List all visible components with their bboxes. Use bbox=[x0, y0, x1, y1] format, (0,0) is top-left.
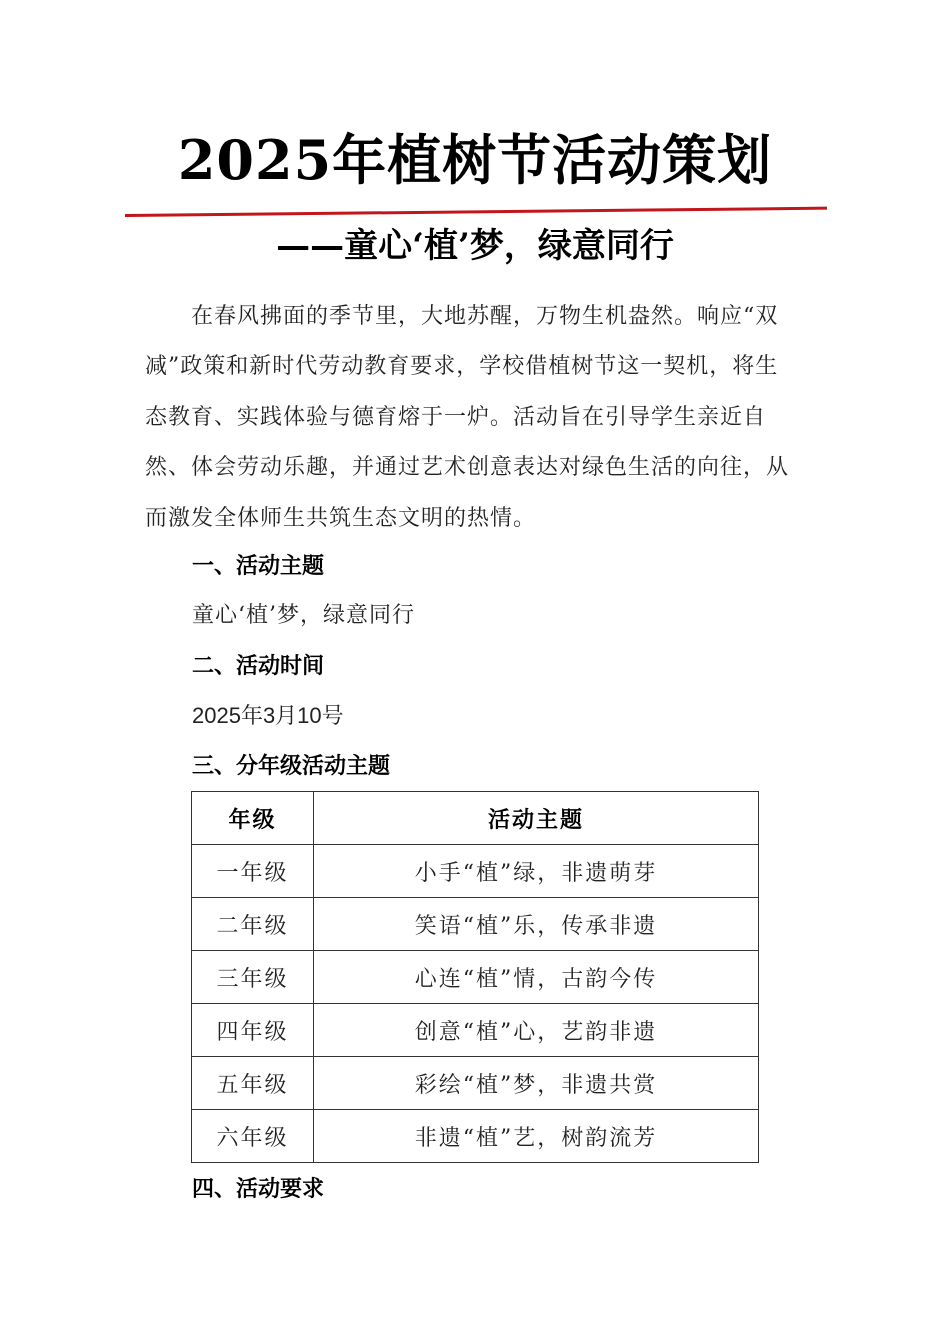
red-divider-line bbox=[125, 207, 827, 217]
table-header-row bbox=[192, 792, 759, 845]
grade-cell: 六年级 bbox=[192, 1110, 314, 1163]
table-row bbox=[192, 845, 759, 898]
section-heading-theme: 一、活动主题 bbox=[192, 553, 325, 579]
theme-cell: 创意“植”心，艺韵非遗 bbox=[314, 1004, 759, 1057]
table-row bbox=[192, 1110, 759, 1163]
section-heading-time: 二、活动时间 bbox=[192, 653, 325, 679]
grade-cell: 五年级 bbox=[192, 1057, 314, 1110]
time-content: 2025年3月10号 bbox=[192, 703, 344, 728]
document-subtitle: ——童心‘植’梦，绿意同行 bbox=[276, 226, 674, 266]
section-heading-requirements: 四、活动要求 bbox=[192, 1176, 325, 1202]
grade-cell: 一年级 bbox=[192, 845, 314, 898]
theme-cell: 心连“植”情，古韵今传 bbox=[314, 951, 759, 1004]
section-heading-grade-themes: 三、分年级活动主题 bbox=[192, 753, 391, 779]
theme-content: 童心‘植’梦，绿意同行 bbox=[192, 603, 415, 628]
column-header-theme: 活动主题 bbox=[314, 792, 759, 845]
theme-cell: 小手“植”绿，非遗萌芽 bbox=[314, 845, 759, 898]
table-row bbox=[192, 898, 759, 951]
table-row bbox=[192, 1004, 759, 1057]
theme-cell: 笑语“植”乐，传承非遗 bbox=[314, 898, 759, 951]
document-title: 2025年植树节活动策划 bbox=[177, 128, 773, 192]
column-header-grade: 年级 bbox=[192, 792, 314, 845]
table-row bbox=[192, 951, 759, 1004]
grade-cell: 四年级 bbox=[192, 1004, 314, 1057]
grade-cell: 三年级 bbox=[192, 951, 314, 1004]
table-row bbox=[192, 1057, 759, 1110]
grade-theme-table bbox=[191, 791, 759, 1163]
theme-cell: 非遗“植”艺，树韵流芳 bbox=[314, 1110, 759, 1163]
theme-cell: 彩绘“植”梦，非遗共赏 bbox=[314, 1057, 759, 1110]
intro-paragraph: 在春风拂面的季节里，大地苏醒，万物生机盎然。响应“双减”政策和新时代劳动教育要求，学校借植树节这一契机，将生态教育、实践体验与德育熔于一炉。活动旨在引导学生亲近自然、体会劳动乐趣，并通过艺术创意表达对绿色生活的向往，从而激发全体师生共筑生态文明的热情。 bbox=[145, 304, 790, 531]
grade-cell: 二年级 bbox=[192, 898, 314, 951]
